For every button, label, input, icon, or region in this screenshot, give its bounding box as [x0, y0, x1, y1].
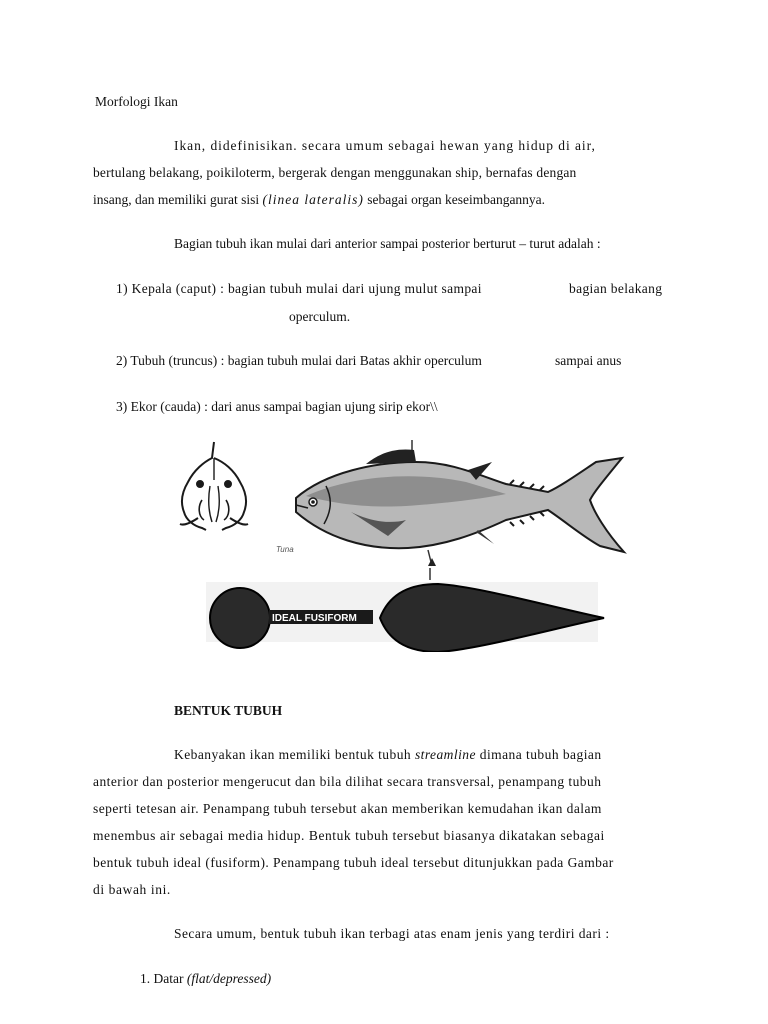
part-item-1-tail: operculum.: [289, 309, 351, 324]
part-item-1-cont: bagian belakang: [569, 281, 663, 296]
part-item-2: 2) Tubuh (truncus) : bagian tubuh mulai dari Batas akhir operculum: [116, 353, 482, 368]
tuna-side-view-drawing: [296, 440, 624, 566]
document-title: Morfologi Ikan: [95, 94, 178, 109]
fish-morphology-figure: [176, 440, 628, 652]
body-line-2: anterior dan posterior mengerucut dan bila dilihat secara transversal, penampang tubuh: [93, 774, 602, 789]
ideal-fusiform-drawing: [206, 568, 604, 652]
body-line-4: menembus air sebagai media hidup. Bentuk tubuh tersebut biasanya dikatakan sebagai: [93, 828, 605, 843]
body-line-6: di bawah ini.: [93, 882, 171, 897]
body-line-1: Kebanyakan ikan memiliki bentuk tubuh streamline dimana tubuh bagian: [174, 747, 602, 762]
type-item-1: 1. Datar (flat/depressed): [140, 971, 272, 986]
part-item-1: 1) Kepala (caput) : bagian tubuh mulai dari ujung mulut sampai: [116, 281, 482, 296]
body-line-5: bentuk tubuh ideal (fusiform). Penampang tubuh ideal tersebut ditunjukkan pada Gambar: [93, 855, 614, 870]
part-item-3: 3) Ekor (cauda) : dari anus sampai bagian ujung sirip ekor\\: [116, 399, 438, 414]
intro-line-2: bertulang belakang, poikiloterm, bergerak dengan menggunakan ship, bernafas dengan: [93, 165, 577, 180]
fish-figure-svg: [176, 440, 628, 652]
intro-line-3: insang, dan memiliki gurat sisi (linea lateralis) sebagai organ keseimbangannya.: [93, 192, 546, 207]
body-line-3: seperti tetesan air. Penampang tubuh tersebut akan memberikan kemudahan ikan dalam: [93, 801, 602, 816]
ideal-fusiform-label: IDEAL FUSIFORM: [272, 613, 357, 624]
fish-front-view-drawing: [180, 442, 248, 530]
tuna-label: Tuna: [276, 545, 294, 554]
types-intro: Secara umum, bentuk tubuh ikan terbagi atas enam jenis yang terdiri dari :: [174, 926, 610, 941]
part-item-2-cont: sampai anus: [555, 353, 622, 368]
section-heading: BENTUK TUBUH: [174, 703, 283, 718]
intro-line-1: Ikan, didefinisikan. secara umum sebagai hewan yang hidup di air,: [174, 138, 596, 153]
parts-intro: Bagian tubuh ikan mulai dari anterior sampai posterior berturut – turut adalah :: [174, 236, 601, 251]
